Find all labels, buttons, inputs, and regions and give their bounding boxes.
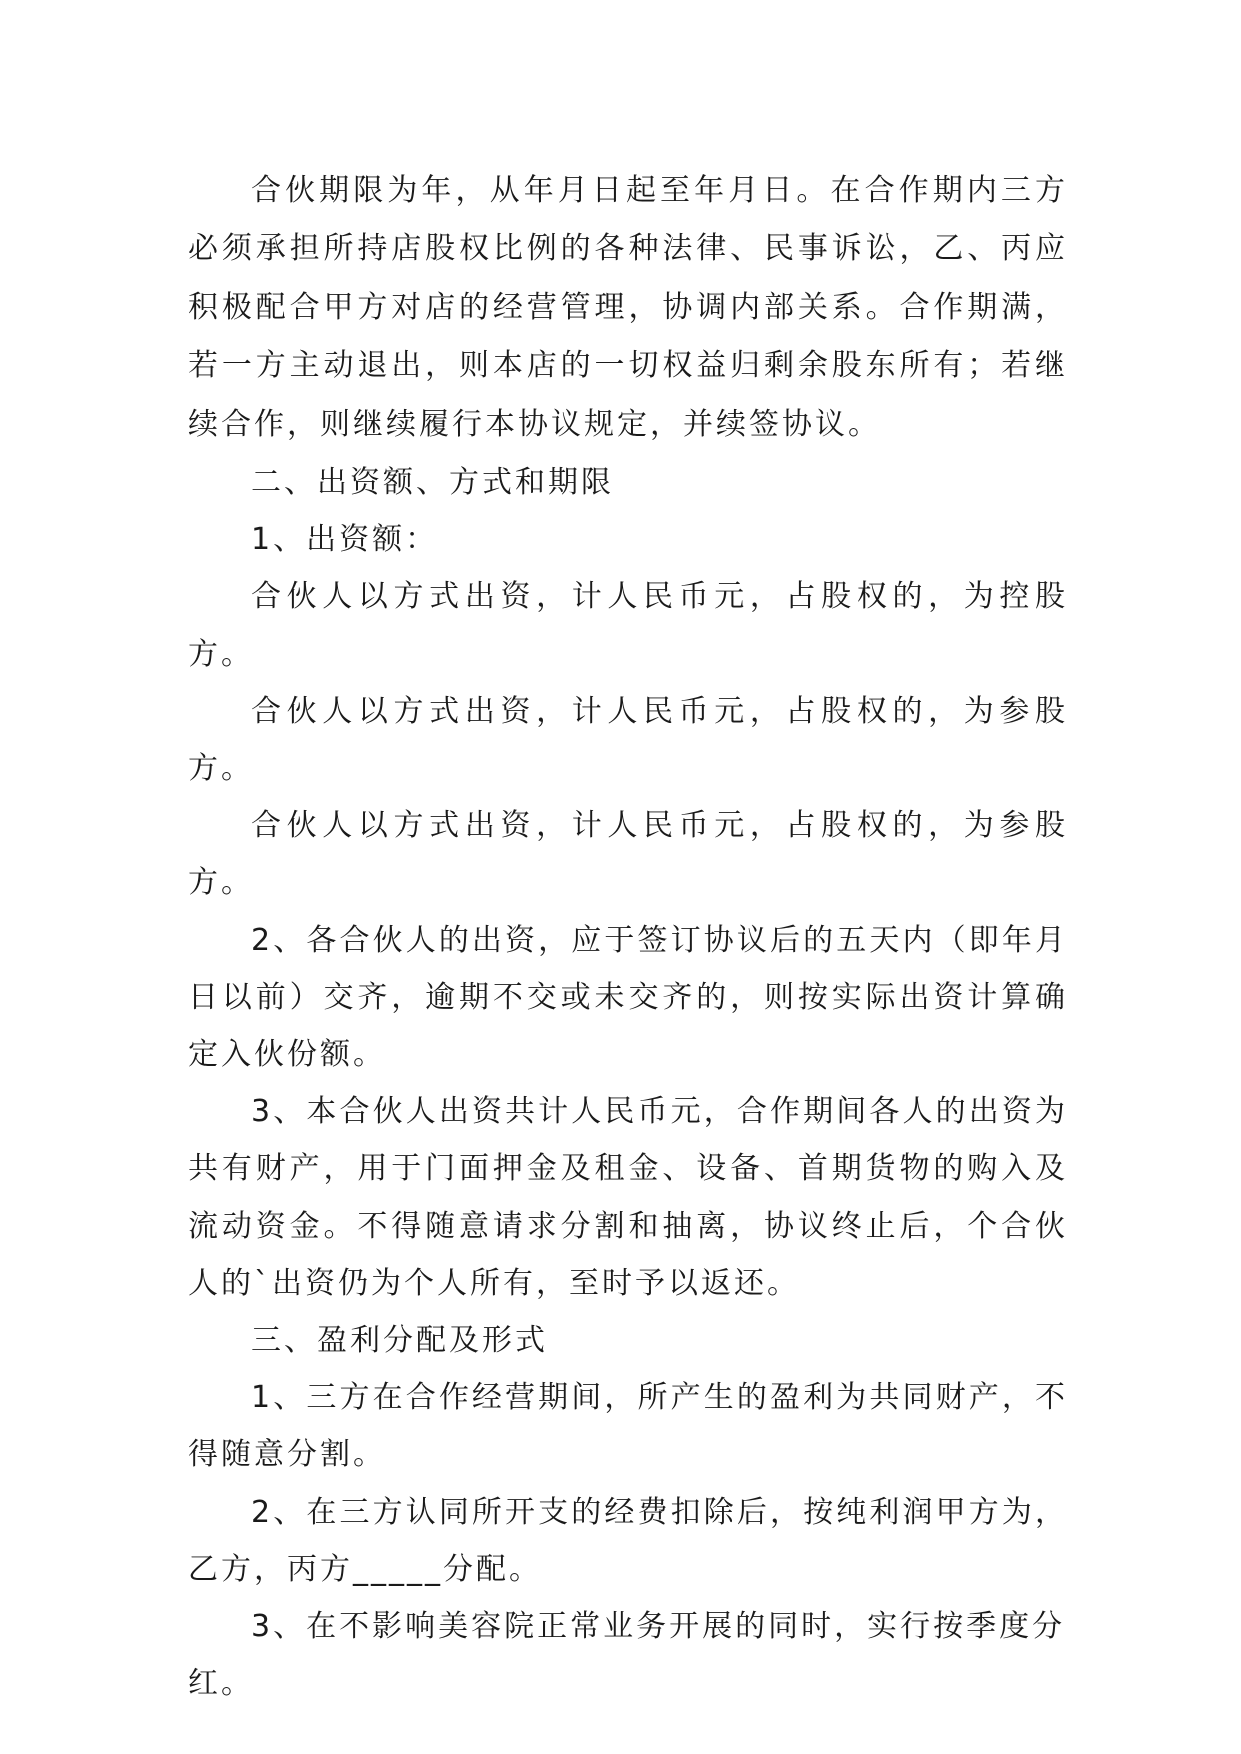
heading-capital-contribution: 二、出资额、方式和期限 — [251, 465, 614, 501]
heading-profit-distribution: 三、盈利分配及形式 — [251, 1323, 548, 1359]
paragraph-contribution-deadline: 2、各合伙人的出资，应于签订协议后的五天内（即年月日以前）交齐，逾期不交或未交齐的，则按实际出资计算确定入伙份额。 — [188, 922, 1068, 1073]
paragraph-partner-controlling: 合伙人以方式出资，计人民币元，占股权的，为控股方。 — [188, 579, 1068, 672]
paragraph-profit-ratio: 2、在三方认同所开支的经费扣除后，按纯利润甲方为，乙方，丙方_____分配。 — [188, 1494, 1068, 1587]
paragraph-joint-property: 3、本合伙人出资共计人民币元，合作期间各人的出资为共有财产，用于门面押金及租金、设备、首期货物的购入及流动资金。不得随意请求分割和抽离，协议终止后，个合伙人的`出资仍为个人所有，至时予以返还。 — [188, 1094, 1068, 1301]
paragraph-quarterly-dividend: 3、在不影响美容院正常业务开展的同时，实行按季度分红。 — [188, 1609, 1066, 1702]
paragraph-partner-minority-1: 合伙人以方式出资，计人民币元，占股权的，为参股方。 — [188, 693, 1068, 787]
paragraph-profit-common-property: 1、三方在合作经营期间，所产生的盈利为共同财产，不得随意分割。 — [188, 1380, 1068, 1473]
subheading-contribution-amount: 1、出资额： — [251, 522, 439, 558]
document-page — [188, 162, 1068, 1713]
paragraph-partnership-term: 合伙期限为年，从年月日起至年月日。在合作期内三方必须承担所持店股权比例的各种法律、民事诉讼，乙、丙应积极配合甲方对店的经营管理，协调内部关系。合作期满，若一方主动退出，则本店的一切权益归剩余股东所有；若继续合作，则继续履行本协议规定，并续签协议。 — [188, 173, 1068, 442]
paragraph-partner-minority-2: 合伙人以方式出资，计人民币元，占股权的，为参股方。 — [188, 808, 1068, 901]
